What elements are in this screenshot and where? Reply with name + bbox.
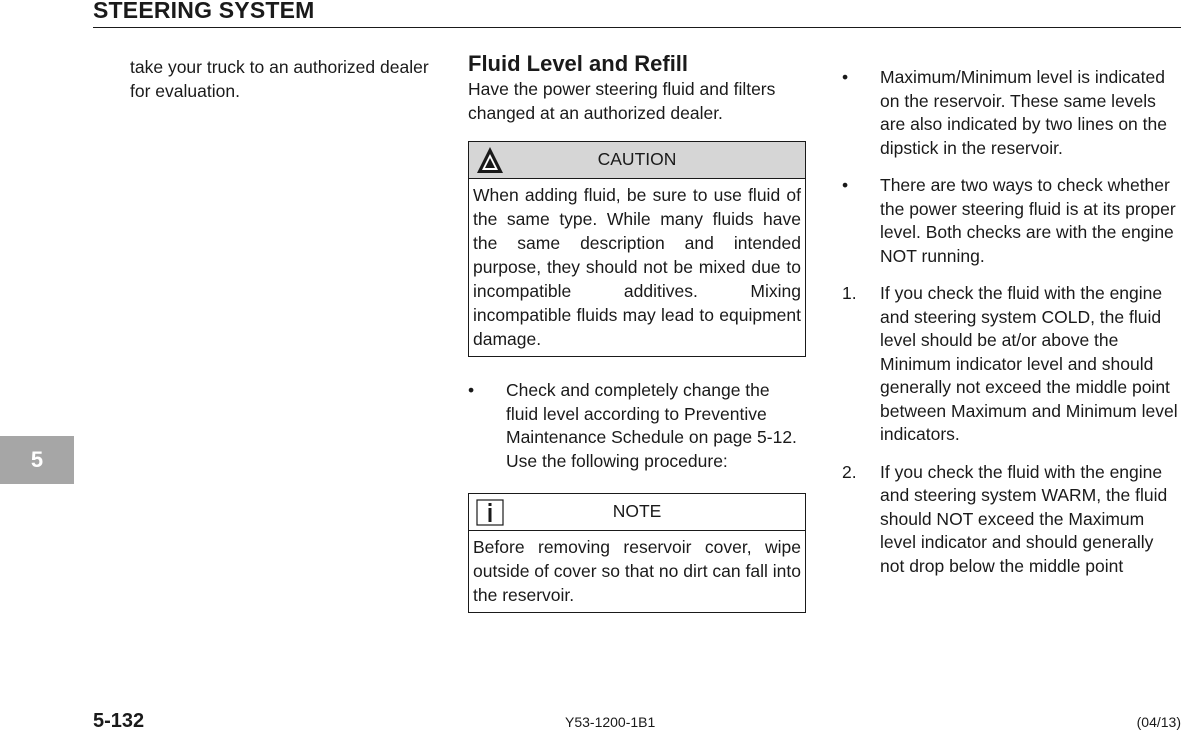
header-rule [93, 27, 1181, 28]
bullet-text: Maximum/Minimum level is indicated on the reservoir. These same levels are also indicated by two lines on the dipstick in the reservoir. [880, 67, 1167, 158]
caution-box [468, 141, 806, 357]
page-header-title: STEERING SYSTEM [93, 0, 315, 23]
step-number: 1. [842, 283, 857, 303]
list-item [842, 461, 1181, 579]
list-item [468, 379, 806, 473]
revision-date: (04/13) [1136, 714, 1181, 730]
list-item [842, 66, 1181, 160]
section-heading: Fluid Level and Refill [468, 51, 689, 76]
chapter-tab: 5 [0, 436, 74, 484]
step-text: If you check the fluid with the engine and steering system WARM, the fluid should NOT exceed the Maximum level indicator and should generally not drop below the middle point [880, 461, 1168, 576]
bullet-marker: • [842, 67, 849, 87]
bullet-text: There are two ways to check whether the power steering fluid is at its proper level. Both checks are with the engine NOT running. [880, 175, 1176, 266]
list-item [842, 282, 1181, 447]
note-label: NOTE [612, 501, 662, 522]
bullet-marker: • [468, 380, 475, 400]
intro-paragraph: Have the power steering fluid and filters changed at an authorized dealer. [468, 79, 776, 123]
caution-label: CAUTION [597, 149, 677, 170]
document-code: Y53-1200-1B1 [565, 714, 656, 730]
bullet-text: Check and completely change the fluid level according to Preventive Maintenance Schedule on page 5-12. Use the following procedure: [506, 380, 797, 471]
continued-text: take your truck to an authorized dealer for evaluation. [130, 57, 429, 101]
page-number: 5-132 [93, 710, 145, 732]
column-2 [468, 50, 806, 635]
bullet-marker: • [842, 175, 849, 195]
warning-triangle-icon [475, 145, 505, 175]
step-number: 2. [842, 461, 857, 482]
column-3 [842, 66, 1181, 592]
note-text: Before removing reservoir cover, wipe outside of cover so that no dirt can fall into the reservoir. [473, 537, 801, 605]
info-icon [475, 497, 505, 527]
caution-text: When adding fluid, be sure to use fluid of the same type. While many fluids have the same description and intended purpose, they should not be mixed due to incompatible additives. Mixing incompatible fluids may lead to equipment damage. [473, 185, 801, 349]
column-1 [130, 56, 430, 103]
caution-header [469, 142, 805, 179]
list-item [842, 174, 1181, 268]
note-header [469, 494, 805, 531]
step-text: If you check the fluid with the engine and steering system COLD, the fluid level should be at/or above the Minimum indicator level and should generally not exceed the middle point between Maximum and Minimum level indicators. [880, 283, 1178, 444]
note-box [468, 493, 806, 613]
